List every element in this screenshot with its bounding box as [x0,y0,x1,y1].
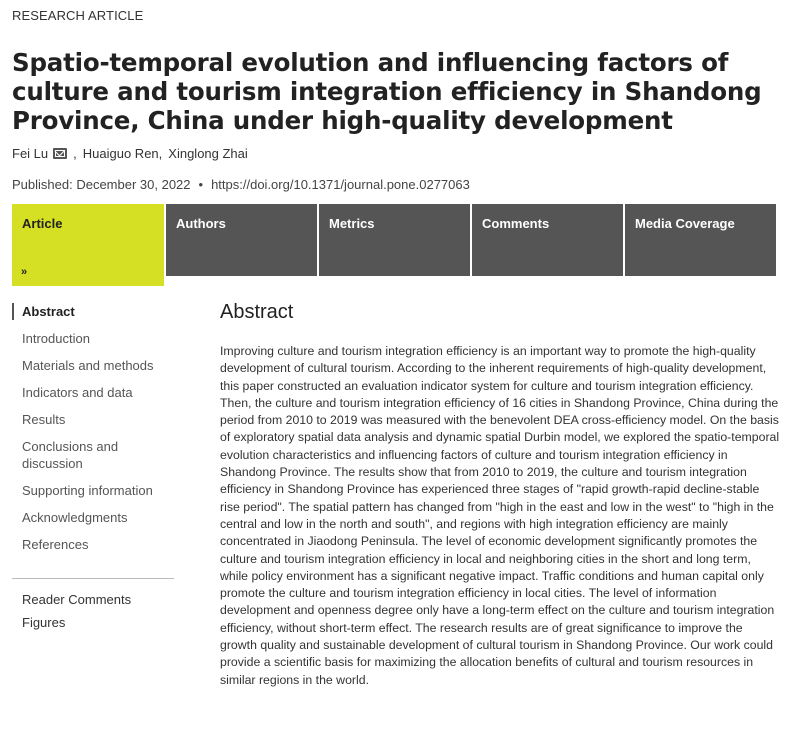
abstract-heading: Abstract [220,301,294,323]
toc-item-acknowledgments[interactable]: Acknowledgments [22,510,128,525]
toc-item-introduction[interactable]: Introduction [22,331,90,346]
tab-media-coverage[interactable] [625,204,776,276]
publication-info [12,177,470,192]
bullet-separator: • [198,177,204,192]
tab-label: Authors [176,216,226,231]
author-link[interactable]: Huaiguo Ren [82,146,159,161]
article-title: Spatio-temporal evolution and influencing factors of culture and tourism integration efficiency in Shandong Province, China under high-quality development [12,48,762,135]
secondary-nav [22,591,131,637]
author-list [12,146,248,161]
toc-item-indicators-and-data[interactable]: Indicators and data [22,385,133,400]
author-link[interactable]: Xinglong Zhai [168,146,248,161]
author-separator: , [73,146,77,161]
article-tabs [12,204,776,286]
chevron-double-down-icon: » [21,266,28,278]
tab-label: Media Coverage [635,216,735,231]
mail-icon[interactable] [53,148,67,159]
author-separator: , [158,146,163,161]
nav-divider [12,578,174,579]
article-type-label: RESEARCH ARTICLE [12,8,144,23]
tab-label: Metrics [329,216,375,231]
section-nav [12,303,174,563]
doi-link[interactable]: https://doi.org/10.1371/journal.pone.0277063 [211,177,470,192]
tab-comments[interactable] [472,204,623,276]
abstract-text: Improving culture and tourism integration efficiency is an important way to promote the high-quality development of cultural tourism. According to the inherent requirements of high-quality development, this paper constructed an evaluation indicator system for culture and tourism integration efficiency. Then, the culture and tourism integration efficiency of 16 cities in Shandong Province, China during the period from 2010 to 2019 was measured with the benevolent DEA cross-efficiency model. On the basis of exploratory spatial data analysis and dynamic spatial Durbin model, we explored the spatio-temporal evolution characteristics and influencing factors of culture and tourism integration efficiency in Shandong Province. The results show that from 2010 to 2019, the culture and tourism integration efficiency in Shandong Province has experienced three stages of "rapid growth-rapid decline-stable rise period". The spatial pattern has changed from "high in the east and low in the west" to "high in the central and low in the north and south", and regions with high integration efficiency are mainly concentrated in Jiaodong Peninsula. The level of economic development significantly promotes the culture and tourism integration efficiency in local and neighboring cities in the short and long term, while policy environment has a significant negative impact. Traffic conditions and human capital only promote the culture and tourism integration efficiency in local cities. The level of information development and openness degree only have a long-term effect on the culture and tourism integration efficiency, without short-term effect. The research results are of great significance to improve the growth quality and sustainable development of cultural tourism in Shandong Province. Our work could provide a scientific basis for maximizing the allocation benefits of cultural and tourism resources in similar regions in the world. [220,344,780,687]
tab-metrics[interactable] [319,204,470,276]
tab-label: Article [22,216,63,231]
toc-item-references[interactable]: References [22,537,89,552]
tab-label: Comments [482,216,550,231]
tab-authors[interactable] [166,204,317,276]
tab-article[interactable] [12,204,164,286]
toc-item-conclusions[interactable]: Conclusions and discussion [22,439,119,471]
toc-item-results[interactable]: Results [22,412,66,427]
toc-item-supporting-information[interactable]: Supporting information [22,483,153,498]
author-link[interactable]: Fei Lu [12,146,49,161]
figures-link[interactable]: Figures [22,615,66,630]
reader-comments-link[interactable]: Reader Comments [22,592,132,607]
toc-item-abstract[interactable]: Abstract [12,303,174,320]
toc-item-materials-and-methods[interactable]: Materials and methods [22,358,154,373]
published-date: Published: December 30, 2022 [12,177,191,192]
